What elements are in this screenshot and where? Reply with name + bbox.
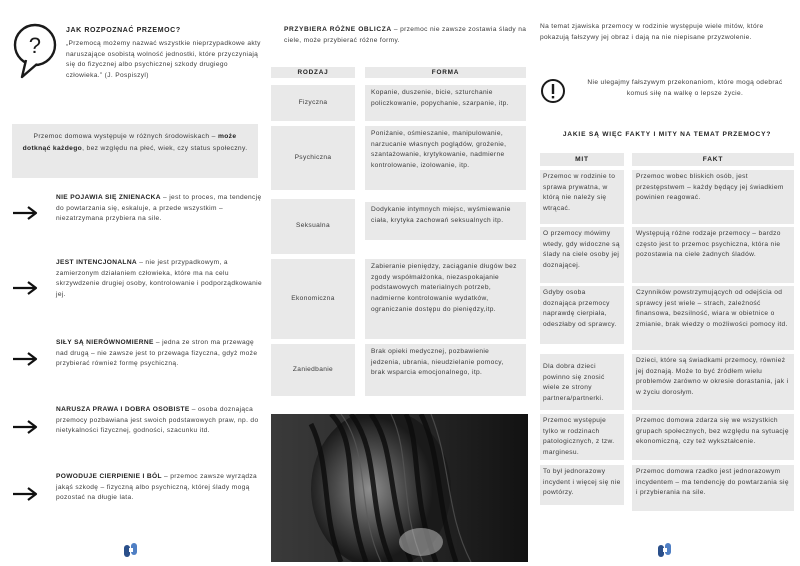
forms-title: PRZYBIERA RÓŻNE OBLICZA [284,26,392,33]
svg-text:?: ? [28,33,42,58]
logo-icon [657,542,673,558]
feature-item [12,193,262,253]
feature-item [12,405,262,465]
feature-item [12,258,262,318]
violence-type-cell: Zaniedbanie [271,344,355,396]
forms-intro-text: – przemoc nie zawsze zostawia ślady na ciele, może przybierać różne formy. [284,26,527,44]
myth-cell: Dla dobra dzieci powinno się znosić wiele ze strony partnera/partnerki. [540,354,624,410]
feature-title: NIE POJAWIA SIĘ ZNIENACKA [56,194,161,201]
myths-intro: Na temat zjawiska przemocy w rodzinie występuje wiele mitów, które pokazują fałszywy jej obraz i dają na nie niepisane przyzwolenie. [540,23,764,41]
fact-cell: Występują różne rodzaje przemocy – bardzo często jest to przemoc psychiczna, która nie pozostawia na ciele żadnych śladów. [632,227,794,283]
feature-title: SIŁY SĄ NIERÓWNOMIERNE [56,339,154,346]
arrow-right-icon [12,419,38,435]
info-box-text-2: , bez względu na płeć, wiek, czy status społeczny. [82,144,248,152]
arrow-right-icon [12,205,38,221]
violence-type-cell: Psychiczna [271,126,355,190]
table-header-form: FORMA [365,67,526,78]
question-title: JAK ROZPOZNAĆ PRZEMOC? [66,27,181,34]
feature-item [12,472,262,532]
warning-text: Nie ulegajmy fałszywym przekonaniom, które mogą odebrać komuś siłę na walkę o lepsze życie. [587,79,783,97]
fact-cell: Przemoc domowa zdarza się we wszystkich grupach społecznych, bez względu na sytuację ekonomiczną, czy też wykształcenie. [632,414,794,460]
feature-text: – jest to proces, ma tendencję do powtarzania się, eskaluje, a przede wszystkim – niezatrzymana przybiera na sile. [56,194,262,223]
feature-text: – przemoc zawsze wyrządza jakąś szkodę – fizyczną albo psychiczną, której ślady mogą pozostać na długie lata. [56,473,258,502]
fact-cell: Czynników powstrzymujących od odejścia od sprawcy jest wiele – strach, zależność finansowa, bezsilność, wiara w obietnice o zmianie, brak wiedzy o możliwości pomocy itd. [632,286,794,350]
fact-cell: Przemoc wobec bliskich osób, jest przestępstwem – każdy będący jej świadkiem powinien reagować. [632,170,794,224]
arrow-right-icon [12,486,38,502]
myths-facts-title: JAKIE SĄ WIĘC FAKTY I MITY NA TEMAT PRZEMOCY? [562,131,772,138]
forms-intro [284,25,528,46]
violence-form-cell: Zabieranie pieniędzy, zaciąganie długów bez zgody współmałżonka, niezaspokajanie podstawowych materialnych potrzeb, nadmierne kontrolowanie wydatków, ograniczanie dostępu do pieniędzy,itp. [365,259,526,339]
myth-cell: Przemoc w rodzinie to sprawa prywatna, w którą nie należy się wtrącać. [540,170,624,224]
sad-woman-photo [271,414,528,562]
right-panel [534,0,800,566]
fact-cell: Dzieci, które są świadkami przemocy, również jej doznają. Może to być źródłem wielu problemów zarówno w okresie dorastania, jak i w życiu dorosłym. [632,354,794,410]
feature-title: JEST INTENCJONALNA [56,259,138,266]
table-header-type: RODZAJ [271,67,355,78]
arrow-right-icon [12,351,38,367]
violence-type-cell: Fizyczna [271,85,355,121]
feature-text: – jedna ze stron ma przewagę nad drugą – nie zawsze jest to przewaga fizyczna, gdyż może przybierać również formę psychiczną. [56,339,258,368]
feature-text: – nie jest przypadkowym, a zamierzonym działaniem człowieka, które ma na celu skrzywdzenie drugiej osoby, kontrolowanie i podporządkowanie jej. [56,259,262,299]
myth-cell: Przemoc występuje tylko w rodzinach patologicznych, z tzw. marginesu. [540,414,624,460]
violence-type-cell: Seksualna [271,199,355,254]
info-box-text-1: Przemoc domowa występuje w różnych środowiskach – [33,133,218,140]
fact-cell: Przemoc domowa rzadko jest jednorazowym incydentem – ma tendencję do powtarzania się i przybierania na sile. [632,465,794,511]
middle-panel [268,0,534,566]
myth-cell: O przemocy mówimy wtedy, gdy widoczne są ślady na ciele osoby jej doznającej. [540,227,624,283]
violence-type-cell: Ekonomiczna [271,259,355,339]
exclamation-circle-icon [540,78,566,104]
arrow-right-icon [12,280,38,296]
feature-title: POWODUJE CIERPIENIE I BÓL [56,473,162,480]
question-text: „Przemocą możemy nazwać wszystkie nieprzypadkowe akty naruszające osobistą wolność jednostki, które przyczyniają się do fizycznej albo psychicznej szkody drugiego człowieka.” (J. Pospiszyl) [66,40,261,80]
question-bubble-icon [12,22,58,80]
logo-icon [123,542,139,558]
left-panel [0,0,268,566]
myth-cell: Gdyby osoba doznająca przemocy naprawdę cierpiała, odeszłaby od sprawcy. [540,286,624,344]
violence-form-cell: Kopanie, duszenie, bicie, szturchanie policzkowanie, popychanie, szarpanie, itp. [365,85,526,121]
info-box [12,124,258,178]
myth-cell: To był jednorazowy incydent i więcej się nie powtórzy. [540,465,624,505]
feature-text: – osoba doznająca przemocy pozbawiana jest swoich podstawowych praw, np. do nietykalności fizycznej, godności, szacunku itd. [56,406,259,435]
violence-form-cell: Brak opieki medycznej, pozbawienie jedzenia, ubrania, nieudzielanie pomocy, brak wsparcia emocjonalnego, itp. [365,344,526,396]
feature-title: NARUSZA PRAWA I DOBRA OSOBISTE [56,406,190,413]
violence-form-cell: Dodykanie intymnych miejsc, wyśmiewanie ciała, krytyka zachowań seksualnych itp. [365,202,526,240]
myth-header: MIT [540,153,624,166]
fact-header: FAKT [632,153,794,166]
feature-item [12,338,262,398]
info-box-bold: może dotknąć każdego [22,133,237,152]
violence-form-cell: Poniżanie, ośmieszanie, manipulowanie, narzucanie własnych poglądów, grożenie, szantażowanie, krytykowanie, nadmierne kontrolowanie, izolowanie, itp. [365,126,526,190]
